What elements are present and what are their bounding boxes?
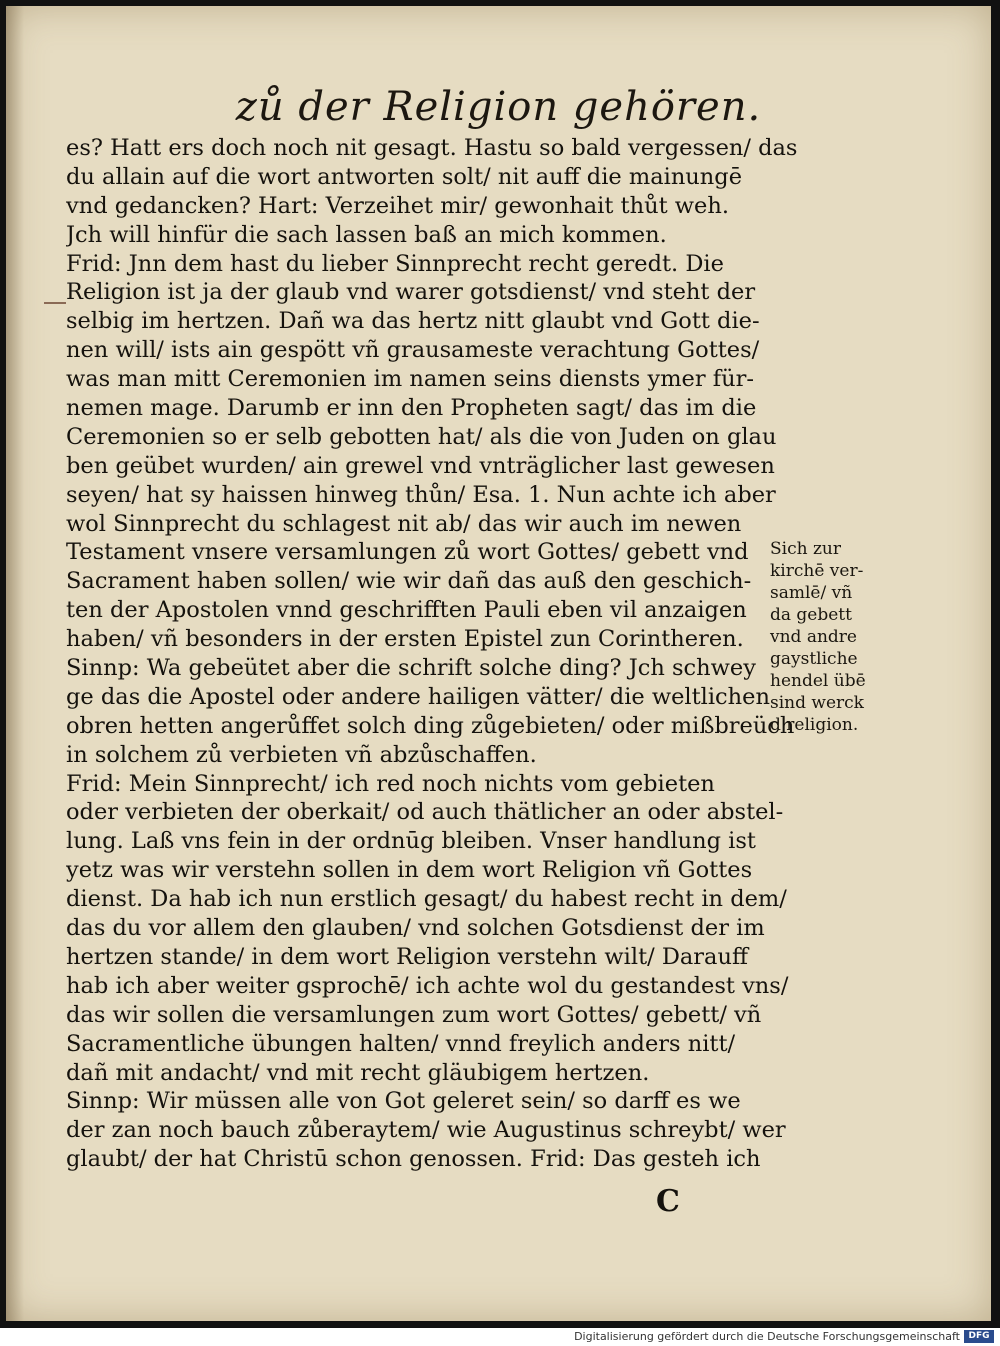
text-line: ben geübet wurden/ ain grewel vnd vnträglicher last gewesen [66, 452, 775, 479]
text-line: es? Hatt ers doch noch nit gesagt. Hastu so bald vergessen/ das [66, 135, 798, 161]
text-line: selbig im hertzen. Dañ wa das hertz nitt glaubt vnd Gott die- [66, 308, 760, 335]
text-line: Sacramentliche übungen halten/ vnnd freylich anders nitt/ [66, 1030, 736, 1057]
text-line: oder verbieten der oberkait/ od auch thätlicher an oder abstel- [66, 799, 784, 826]
text-line: Testament vnsere versamlungen zů wort Gottes/ gebett vnd [66, 539, 749, 566]
text-line: hab ich aber weiter gsprochē/ ich achte wol du gestandest vns/ [66, 972, 789, 999]
margin-note-line: gaystliche [770, 649, 858, 669]
text-line: Jch will hinfür die sach lassen baß an mich kommen. [66, 221, 667, 248]
text-line: Sinnp: Wir müssen alle von Got geleret sein/ so darff es we [66, 1088, 741, 1115]
text-line: Sacrament haben sollen/ wie wir dañ das auß den geschich- [66, 568, 752, 595]
body-text [66, 134, 806, 1174]
text-line: vnd gedancken? Hart: Verzeihet mir/ gewonhait thůt weh. [66, 192, 729, 219]
margin-note-line: vnd andre [770, 627, 857, 647]
running-head: zů der Religion gehören. [235, 84, 762, 130]
margin-note-line: d religion. [770, 715, 859, 735]
footer-credit: Digitalisierung gefördert durch die Deutsche Forschungsgemeinschaft [574, 1330, 960, 1343]
text-line: nemen mage. Darumb er inn den Propheten sagt/ das im die [66, 395, 757, 422]
text-line: Sinnp: Wa gebeütet aber die schrift solche ding? Jch schwey [66, 655, 756, 682]
footer-bar [0, 1328, 1000, 1346]
scanned-page [6, 6, 991, 1321]
margin-note-line: Sich zur [770, 539, 841, 559]
dfg-logo-icon: DFG [964, 1330, 994, 1343]
text-line: glaubt/ der hat Christū schon genossen. Frid: Das gesteh ich [66, 1146, 761, 1173]
text-line: ge das die Apostel oder andere hailigen vätter/ die weltlichen [66, 683, 770, 710]
margin-note-line: kirchē ver- [770, 561, 864, 581]
text-line: haben/ vñ besonders in der ersten Epistel zun Corintheren. [66, 626, 744, 653]
page-spine-shadow [6, 6, 24, 1321]
text-line: seyen/ hat sy haissen hinweg thůn/ Esa. 1. Nun achte ich aber [66, 481, 776, 508]
text-line: in solchem zů verbieten vñ abzůschaffen. [66, 741, 537, 768]
text-line: dañ mit andacht/ vnd mit recht gläubigem hertzen. [66, 1059, 650, 1086]
margin-mark [44, 302, 66, 304]
text-line: der zan noch bauch zůberaytem/ wie Augustinus schreybt/ wer [66, 1117, 786, 1144]
text-line: Religion ist ja der glaub vnd warer gotsdienst/ vnd steht der [66, 279, 756, 306]
text-line: nen will/ ists ain gespött vñ grausameste verachtung Gottes/ [66, 337, 760, 364]
text-line: dienst. Da hab ich nun erstlich gesagt/ du habest recht in dem/ [66, 886, 787, 913]
text-line: was man mitt Ceremonien im namen seins diensts ymer für- [66, 366, 754, 393]
text-line: das du vor allem den glauben/ vnd solchen Gotsdienst der im [66, 915, 765, 942]
signature-mark: C [656, 1184, 680, 1219]
text-line: obren hetten angerůffet solch ding zůgebieten/ oder mißbreüch [66, 712, 795, 739]
text-line: du allain auf die wort antworten solt/ nit auff die mainungē [66, 163, 743, 190]
text-line: das wir sollen die versamlungen zum wort Gottes/ gebett/ vñ [66, 1001, 762, 1028]
text-line: Frid: Jnn dem hast du lieber Sinnprecht recht geredt. Die [66, 250, 724, 277]
text-line: hertzen stande/ in dem wort Religion verstehn wilt/ Darauff [66, 943, 748, 970]
margin-note-line: samlē/ vñ [770, 583, 853, 603]
text-line: Ceremonien so er selb gebotten hat/ als die von Juden on glau [66, 423, 777, 450]
text-line: ten der Apostolen vnnd geschrifften Pauli eben vil anzaigen [66, 597, 747, 624]
margin-note [770, 538, 920, 736]
margin-note-line: da gebett [770, 605, 852, 625]
text-line: lung. Laß vns fein in der ordnūg bleiben. Vnser handlung ist [66, 828, 756, 855]
text-line: Frid: Mein Sinnprecht/ ich red noch nichts vom gebieten [66, 770, 715, 797]
margin-note-line: sind werck [770, 693, 864, 713]
margin-note-line: hendel übē [770, 671, 866, 691]
text-line: yetz was wir verstehn sollen in dem wort Religion vñ Gottes [66, 857, 753, 884]
text-line: wol Sinnprecht du schlagest nit ab/ das wir auch im newen [66, 510, 742, 537]
